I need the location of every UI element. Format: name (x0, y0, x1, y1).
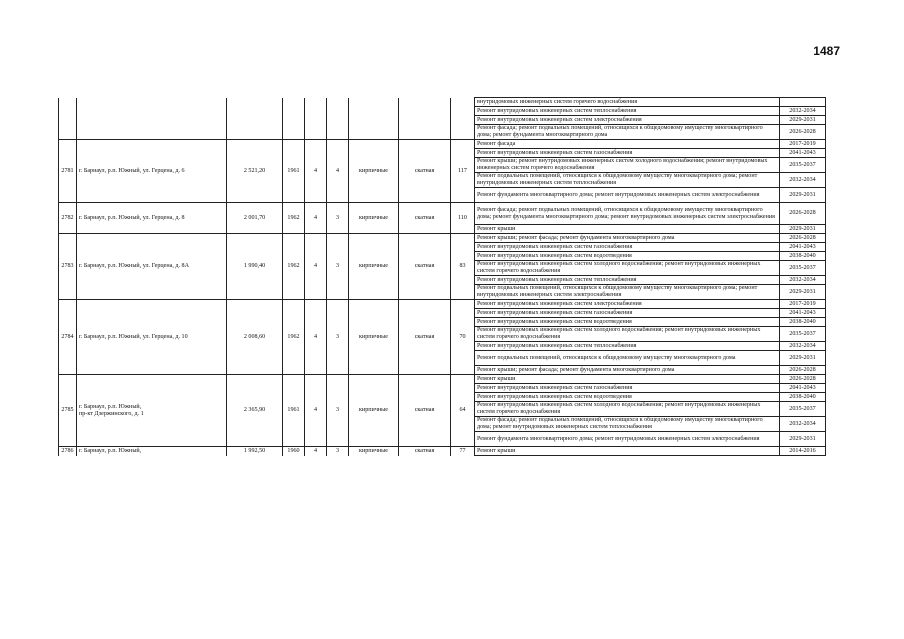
address (77, 98, 227, 140)
work-description: Ремонт фасада; ремонт подвальных помещений, относящихся к общедомовому имуществу многоквартирного дома; ремонт фундамента многоквартирного дома; ремонт внутридомовых инженерных систем электроснабжения (475, 203, 780, 225)
entrances: 3 (327, 375, 349, 447)
row-number: 2783 (59, 234, 77, 300)
work-period: 2035-2037 (780, 327, 826, 342)
wall-material: кирпичные (349, 140, 399, 203)
total-area: 2 521,20 (227, 140, 283, 203)
address: г. Барнаул, р.п. Южный, ул. Герцена, д. 8 (77, 203, 227, 234)
floors: 4 (305, 447, 327, 456)
work-period: 2026-2028 (780, 234, 826, 243)
work-period: 2035-2037 (780, 402, 826, 417)
table-row (59, 203, 826, 225)
work-period: 2026-2028 (780, 125, 826, 140)
wall-material: кирпичные (349, 203, 399, 234)
work-description: внутридомовых инженерных систем горячего водоснабжения (475, 98, 780, 107)
entrances: 3 (327, 203, 349, 234)
work-description: Ремонт внутридомовых инженерных систем электроснабжения (475, 116, 780, 125)
year-built: 1962 (283, 300, 305, 375)
table-row (59, 300, 826, 309)
work-period: 2029-2031 (780, 188, 826, 203)
work-period: 2032-2034 (780, 276, 826, 285)
roof-type: скатная (399, 234, 451, 300)
work-description: Ремонт крыши (475, 375, 780, 384)
capital-repair-table (58, 97, 826, 456)
table-row (59, 447, 826, 456)
work-period: 2029-2031 (780, 432, 826, 447)
work-period: 2041-2043 (780, 149, 826, 158)
work-period: 2014-2016 (780, 447, 826, 456)
apartments: 117 (451, 140, 475, 203)
apartments: 70 (451, 300, 475, 375)
work-period: 2029-2031 (780, 351, 826, 366)
work-description: Ремонт внутридомовых инженерных систем газоснабжения (475, 243, 780, 252)
work-period: 2017-2019 (780, 140, 826, 149)
work-period: 2041-2043 (780, 309, 826, 318)
floors: 4 (305, 300, 327, 375)
floors: 4 (305, 375, 327, 447)
entrances: 4 (327, 140, 349, 203)
entrances: 3 (327, 234, 349, 300)
year-built: 1961 (283, 375, 305, 447)
work-description: Ремонт внутридомовых инженерных систем газоснабжения (475, 309, 780, 318)
address (77, 375, 227, 447)
year-built: 1961 (283, 140, 305, 203)
work-period: 2038-2040 (780, 252, 826, 261)
work-description: Ремонт внутридомовых инженерных систем теплоснабжения (475, 107, 780, 116)
work-description: Ремонт внутридомовых инженерных систем газоснабжения (475, 149, 780, 158)
work-period: 2029-2031 (780, 225, 826, 234)
work-description: Ремонт фундамента многоквартирного дома; ремонт внутридомовых инженерных систем электроснабжения (475, 188, 780, 203)
table-row (59, 234, 826, 243)
work-period: 2029-2031 (780, 116, 826, 125)
roof-type: скатная (399, 300, 451, 375)
wall-material: кирпичные (349, 300, 399, 375)
apartments: 83 (451, 234, 475, 300)
address: г. Барнаул, р.п. Южный, ул. Герцена, д. 8А (77, 234, 227, 300)
total-area: 2 365,90 (227, 375, 283, 447)
wall-material: кирпичные (349, 447, 399, 456)
wall-material (349, 98, 399, 140)
entrances: 3 (327, 300, 349, 375)
work-description: Ремонт крыши; ремонт фасада; ремонт фундамента многоквартирного дома (475, 234, 780, 243)
wall-material: кирпичные (349, 234, 399, 300)
work-period: 2035-2037 (780, 158, 826, 173)
work-description: Ремонт внутридомовых инженерных систем холодного водоснабжения; ремонт внутридомовых инженерных систем горячего водоснабжения (475, 402, 780, 417)
entrances (327, 98, 349, 140)
work-description: Ремонт крыши (475, 447, 780, 456)
work-period: 2026-2028 (780, 366, 826, 375)
work-description: Ремонт внутридомовых инженерных систем холодного водоснабжения; ремонт внутридомовых инженерных систем горячего водоснабжения (475, 327, 780, 342)
page-number: 1487 (813, 44, 840, 58)
work-description: Ремонт внутридомовых инженерных систем теплоснабжения (475, 342, 780, 351)
total-area: 2 001,70 (227, 203, 283, 234)
row-number: 2785 (59, 375, 77, 447)
work-description: Ремонт внутридомовых инженерных систем водоотведения (475, 318, 780, 327)
work-description: Ремонт подвальных помещений, относящихся к общедомовому имуществу многоквартирного дома (475, 351, 780, 366)
work-description: Ремонт фундамента многоквартирного дома; ремонт внутридомовых инженерных систем электроснабжения (475, 432, 780, 447)
work-description: Ремонт подвальных помещений, относящихся к общедомовому имуществу многоквартирного дома; ремонт внутридомовых инженерных систем теплоснабжения (475, 173, 780, 188)
roof-type: скатная (399, 375, 451, 447)
year-built (283, 98, 305, 140)
total-area: 2 008,60 (227, 300, 283, 375)
work-period: 2032-2034 (780, 107, 826, 116)
work-period: 2041-2043 (780, 243, 826, 252)
work-period: 2029-2031 (780, 285, 826, 300)
apartments: 64 (451, 375, 475, 447)
wall-material: кирпичные (349, 375, 399, 447)
address-line: г. Барнаул, р.п. Южный, (79, 403, 142, 410)
entrances: 3 (327, 447, 349, 456)
work-period: 2035-2037 (780, 261, 826, 276)
roof-type: скатная (399, 447, 451, 456)
work-description: Ремонт подвальных помещений, относящихся к общедомовому имуществу многоквартирного дома; ремонт внутридомовых инженерных систем электроснабжения (475, 285, 780, 300)
work-description: Ремонт внутридомовых инженерных систем газоснабжения (475, 384, 780, 393)
work-description: Ремонт крыши; ремонт внутридомовых инженерных систем холодного водоснабжения; ремонт внутридомовых инженерных систем горячего водоснабжения (475, 158, 780, 173)
roof-type (399, 98, 451, 140)
work-period: 2032-2034 (780, 417, 826, 432)
row-number: 2782 (59, 203, 77, 234)
year-built: 1962 (283, 203, 305, 234)
floors: 4 (305, 234, 327, 300)
work-description: Ремонт внутридомовых инженерных систем электроснабжения (475, 300, 780, 309)
floors: 4 (305, 140, 327, 203)
work-period: 2026-2028 (780, 375, 826, 384)
floors: 4 (305, 203, 327, 234)
address: г. Барнаул, р.п. Южный, (77, 447, 227, 456)
work-period: 2041-2043 (780, 384, 826, 393)
work-description: Ремонт внутридомовых инженерных систем водоотведения (475, 252, 780, 261)
work-description: Ремонт внутридомовых инженерных систем теплоснабжения (475, 276, 780, 285)
work-description: Ремонт фасада; ремонт подвальных помещений, относящихся к общедомовому имуществу многоквартирного дома; ремонт фундамента многоквартирного дома (475, 125, 780, 140)
apartments (451, 98, 475, 140)
work-description: Ремонт внутридомовых инженерных систем холодного водоснабжения; ремонт внутридомовых инженерных систем горячего водоснабжения (475, 261, 780, 276)
apartments: 110 (451, 203, 475, 234)
total-area (227, 98, 283, 140)
year-built: 1962 (283, 234, 305, 300)
work-period (780, 98, 826, 107)
work-description: Ремонт фасада (475, 140, 780, 149)
address-line: пр-кт Дзержинского, д. 1 (79, 410, 144, 417)
total-area: 1 990,40 (227, 234, 283, 300)
work-description: Ремонт крыши; ремонт фасада; ремонт фундамента многоквартирного дома (475, 366, 780, 375)
work-period: 2032-2034 (780, 342, 826, 351)
total-area: 1 992,50 (227, 447, 283, 456)
work-description: Ремонт крыши (475, 225, 780, 234)
roof-type: скатная (399, 140, 451, 203)
work-period: 2017-2019 (780, 300, 826, 309)
floors (305, 98, 327, 140)
year-built: 1960 (283, 447, 305, 456)
row-number: 2781 (59, 140, 77, 203)
work-description: Ремонт фасада; ремонт подвальных помещений, относящихся к общедомовому имуществу многоквартирного дома; ремонт внутридомовых инженерных систем теплоснабжения (475, 417, 780, 432)
table-row (59, 140, 826, 149)
work-description: Ремонт внутридомовых инженерных систем водоотведения (475, 393, 780, 402)
address: г. Барнаул, р.п. Южный, ул. Герцена, д. 10 (77, 300, 227, 375)
table-row (59, 98, 826, 107)
table-row (59, 375, 826, 384)
row-number: 2784 (59, 300, 77, 375)
work-period: 2038-2040 (780, 318, 826, 327)
roof-type: скатная (399, 203, 451, 234)
address: г. Барнаул, р.п. Южный, ул. Герцена, д. 6 (77, 140, 227, 203)
row-number: 2786 (59, 447, 77, 456)
apartments: 77 (451, 447, 475, 456)
work-period: 2038-2040 (780, 393, 826, 402)
work-period: 2032-2034 (780, 173, 826, 188)
work-period: 2026-2028 (780, 203, 826, 225)
row-number (59, 98, 77, 140)
